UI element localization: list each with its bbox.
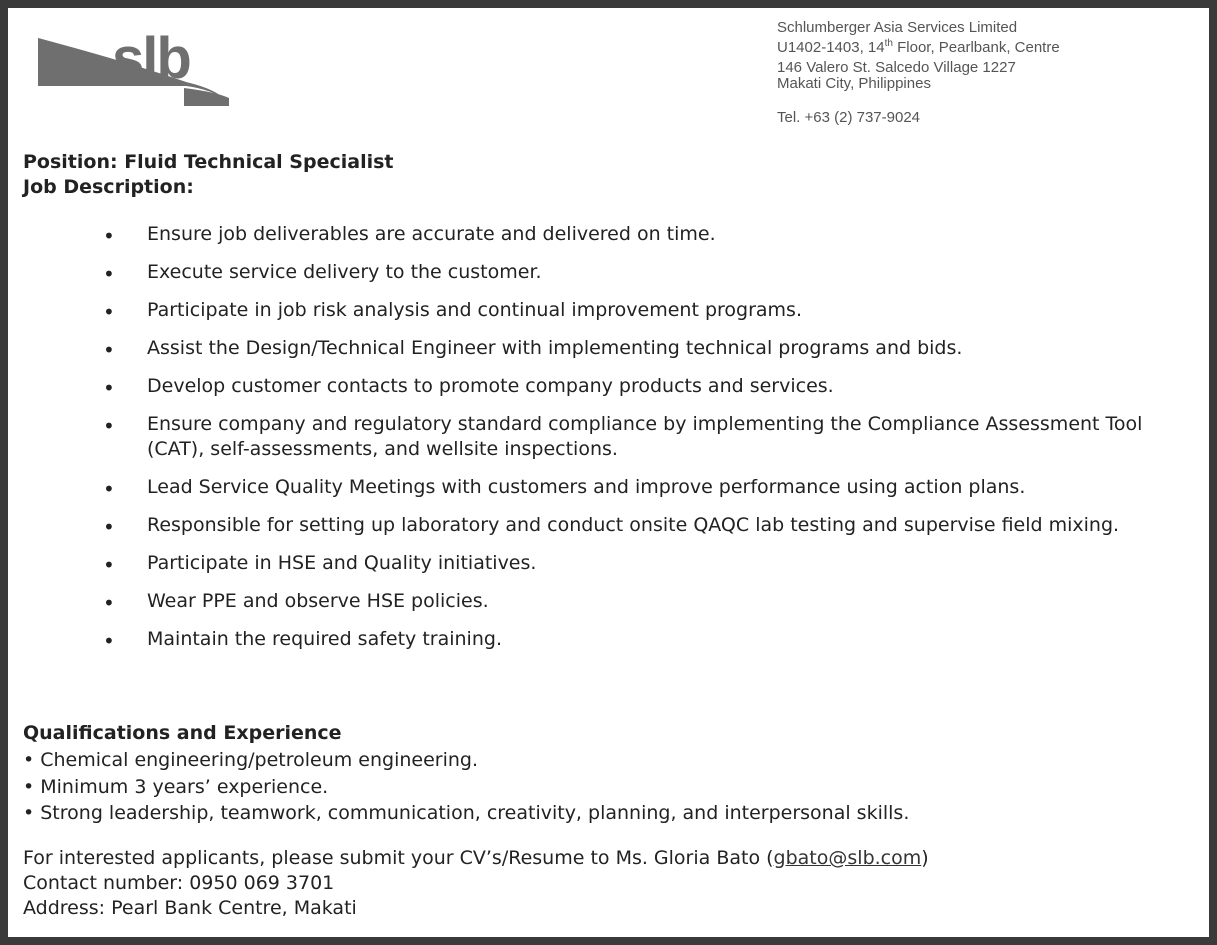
company-telephone: Tel. +63 (2) 737-9024 [777,109,921,126]
qualifications-list [23,747,909,827]
slb-logo [38,28,230,106]
qualifications-heading: Qualifications and Experience [23,722,342,744]
job-description-heading: Job Description: [23,176,194,198]
company-name: Schlumberger Asia Services Limited [777,19,1018,36]
duty-item: • Execute service delivery to the customer. [8,260,1198,285]
qualification-item: • Strong leadership, teamwork, communication, creativity, planning, and interpersonal skills. [23,800,909,827]
company-address-block [777,18,1060,128]
company-address-line2: 146 Valero St. Salcedo Village 1227 [777,59,1016,76]
qualification-item: • Minimum 3 years’ experience. [23,774,909,801]
duty-item: • Assist the Design/Technical Engineer with implementing technical programs and bids. [8,336,1198,361]
job-posting-page [8,8,1209,937]
contact-address: Address: Pearl Bank Centre, Makati [23,897,357,919]
qualification-item: • Chemical engineering/petroleum engineering. [23,747,909,774]
duty-item: • Ensure company and regulatory standard compliance by implementing the Compliance Assessment Tool (CAT), self-assessments, and wellsite inspections. [8,412,1198,462]
duty-item: • Participate in job risk analysis and continual improvement programs. [8,298,1198,323]
company-address-line3: Makati City, Philippines [777,75,931,92]
duty-item: • Ensure job deliverables are accurate and delivered on time. [8,222,1198,247]
company-address-line1: U1402-1403, 14th Floor, Pearlbank, Centre [777,38,1060,56]
duty-item: • Responsible for setting up laboratory and conduct onsite QAQC lab testing and supervise field mixing. [8,513,1198,538]
duty-item: • Lead Service Quality Meetings with customers and improve performance using action plans. [8,475,1198,500]
duty-item: • Maintain the required safety training. [8,627,1198,652]
duty-item: • Develop customer contacts to promote company products and services. [8,374,1198,399]
duty-item: • Wear PPE and observe HSE policies. [8,589,1198,614]
contact-number: Contact number: 0950 069 3701 [23,872,335,894]
apply-instructions: For interested applicants, please submit your CV’s/Resume to Ms. Gloria Bato (gbato@slb.com) [23,847,929,869]
job-duties-list [8,222,1198,665]
duty-item: • Participate in HSE and Quality initiatives. [8,551,1198,576]
email-link[interactable]: gbato@slb.com [773,847,922,869]
position-heading: Position: Fluid Technical Specialist [23,151,394,173]
contact-block [23,846,929,921]
logo-text: slb [112,28,190,91]
